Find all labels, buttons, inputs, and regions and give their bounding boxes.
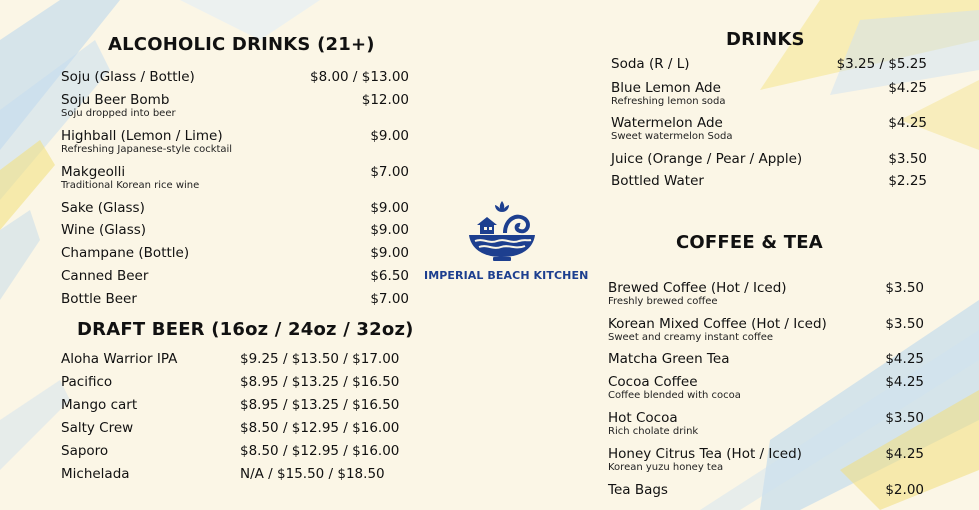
- menu-item: [611, 115, 733, 142]
- menu-item-description: Refreshing Japanese-style cocktail: [61, 144, 233, 155]
- menu-item-description: Coffee blended with cocoa: [608, 390, 741, 401]
- menu-item-price: $3.50: [885, 280, 924, 296]
- menu-item: [61, 200, 145, 216]
- menu-item: [611, 80, 726, 107]
- menu-item: [61, 397, 137, 413]
- menu-item-price: $9.00: [370, 222, 409, 238]
- menu-item-price: $3.50: [885, 316, 924, 332]
- menu-item-price: $4.25: [888, 115, 927, 131]
- menu-item-price: $7.00: [370, 291, 409, 307]
- menu-item-price: $8.50 / $12.95 / $16.00: [240, 443, 400, 459]
- menu-item-name: Juice (Orange / Pear / Apple): [611, 151, 803, 167]
- menu-item: [608, 351, 729, 367]
- menu-item-price: $8.95 / $13.25 / $16.50: [240, 374, 400, 390]
- menu-item-name: Bottled Water: [611, 173, 704, 189]
- menu-item-name: Saporo: [61, 443, 109, 459]
- menu-item-description: Sweet watermelon Soda: [611, 131, 733, 142]
- menu-item-price: $2.25: [888, 173, 927, 189]
- menu-item-name: Mango cart: [61, 397, 138, 413]
- menu-item-price: $12.00: [361, 92, 409, 108]
- menu-item-price: $4.25: [885, 374, 924, 390]
- drinks-heading: DRINKS: [726, 29, 805, 50]
- menu-item-description: Soju dropped into beer: [61, 108, 176, 119]
- menu-item-name: Champane (Bottle): [61, 245, 190, 261]
- menu-item-name: Watermelon Ade: [611, 115, 723, 131]
- menu-item-name: Soda (R / L): [611, 56, 690, 72]
- menu-item-name: Aloha Warrior IPA: [61, 351, 178, 367]
- menu-item-name: Michelada: [61, 466, 130, 482]
- menu-item-price: $3.25 / $5.25: [836, 56, 927, 72]
- alcoholic-drinks-heading: ALCOHOLIC DRINKS (21+): [108, 34, 375, 55]
- menu-item: [608, 482, 668, 498]
- menu-item-name: Brewed Coffee (Hot / Iced): [608, 280, 787, 296]
- menu-item: [61, 351, 177, 367]
- menu-item-price: $9.00: [370, 200, 409, 216]
- menu-item-name: Blue Lemon Ade: [611, 80, 721, 96]
- menu-item-price: $4.25: [885, 351, 924, 367]
- menu-item: [608, 374, 741, 401]
- menu-item-description: Traditional Korean rice wine: [61, 180, 200, 191]
- menu-item: [61, 374, 112, 390]
- menu-item-name: Makgeolli: [61, 164, 126, 180]
- menu-item-name: Sake (Glass): [61, 200, 145, 216]
- menu-item-price: $3.50: [888, 151, 927, 167]
- menu-item: [61, 268, 148, 284]
- menu-item: [61, 420, 133, 436]
- menu-item-name: Canned Beer: [61, 268, 149, 284]
- menu-item-price: $4.25: [885, 446, 924, 462]
- menu-item-name: Cocoa Coffee: [608, 374, 698, 390]
- menu-item-name: Hot Cocoa: [608, 410, 678, 426]
- menu-item-price: $8.00 / $13.00: [309, 69, 409, 85]
- menu-item-price: $9.00: [370, 245, 409, 261]
- bowl-house-wave-lotus-icon: [465, 195, 539, 263]
- menu-item-name: Highball (Lemon / Lime): [61, 128, 223, 144]
- menu-item: [611, 151, 802, 167]
- menu-item-price: $2.00: [885, 482, 924, 498]
- menu-item-price: $9.25 / $13.50 / $17.00: [240, 351, 400, 367]
- menu-item: [61, 69, 195, 85]
- imperial-beach-kitchen-logo: [424, 195, 589, 290]
- menu-item-description: Refreshing lemon soda: [611, 96, 726, 107]
- menu-item-description: Sweet and creamy instant coffee: [608, 332, 774, 343]
- menu-item-price: $9.00: [370, 128, 409, 144]
- menu-item: [61, 92, 176, 119]
- menu-item: [61, 291, 137, 307]
- menu-item-price: $7.00: [370, 164, 409, 180]
- logo-text: IMPERIAL BEACH KITCHEN: [424, 269, 589, 282]
- menu-item-name: Matcha Green Tea: [608, 351, 730, 367]
- menu-item: [61, 222, 146, 238]
- menu-item: [61, 164, 199, 191]
- menu-item-description: Korean yuzu honey tea: [608, 462, 724, 473]
- menu-item-name: Bottle Beer: [61, 291, 137, 307]
- menu-item-price: N/A / $15.50 / $18.50: [240, 466, 385, 482]
- menu-item-name: Honey Citrus Tea (Hot / Iced): [608, 446, 802, 462]
- menu-item: [611, 173, 704, 189]
- menu-item-name: Korean Mixed Coffee (Hot / Iced): [608, 316, 827, 332]
- menu-item-price: $8.50 / $12.95 / $16.00: [240, 420, 400, 436]
- menu-item: [608, 280, 787, 307]
- menu-item: [608, 316, 827, 343]
- menu-item: [61, 245, 189, 261]
- menu-item-description: Freshly brewed coffee: [608, 296, 718, 307]
- menu-item: [608, 446, 802, 473]
- menu-item: [61, 128, 232, 155]
- draft-beer-heading: DRAFT BEER (16oz / 24oz / 32oz): [77, 319, 414, 340]
- menu-item-name: Pacifico: [61, 374, 113, 390]
- menu-item: [61, 466, 130, 482]
- menu-item-name: Soju Beer Bomb: [61, 92, 170, 108]
- menu-item: [61, 443, 108, 459]
- coffee-tea-heading: COFFEE & TEA: [676, 232, 823, 253]
- menu-item-description: Rich cholate drink: [608, 426, 699, 437]
- menu-item: [608, 410, 698, 437]
- menu-item-price: $8.95 / $13.25 / $16.50: [240, 397, 400, 413]
- menu-item-name: Tea Bags: [608, 482, 668, 498]
- menu-item: [611, 56, 690, 72]
- menu-item-price: $6.50: [370, 268, 409, 284]
- menu-item-name: Wine (Glass): [61, 222, 147, 238]
- menu-item-name: Salty Crew: [61, 420, 134, 436]
- menu-item-price: $4.25: [888, 80, 927, 96]
- menu-item-name: Soju (Glass / Bottle): [61, 69, 195, 85]
- menu-item-price: $3.50: [885, 410, 924, 426]
